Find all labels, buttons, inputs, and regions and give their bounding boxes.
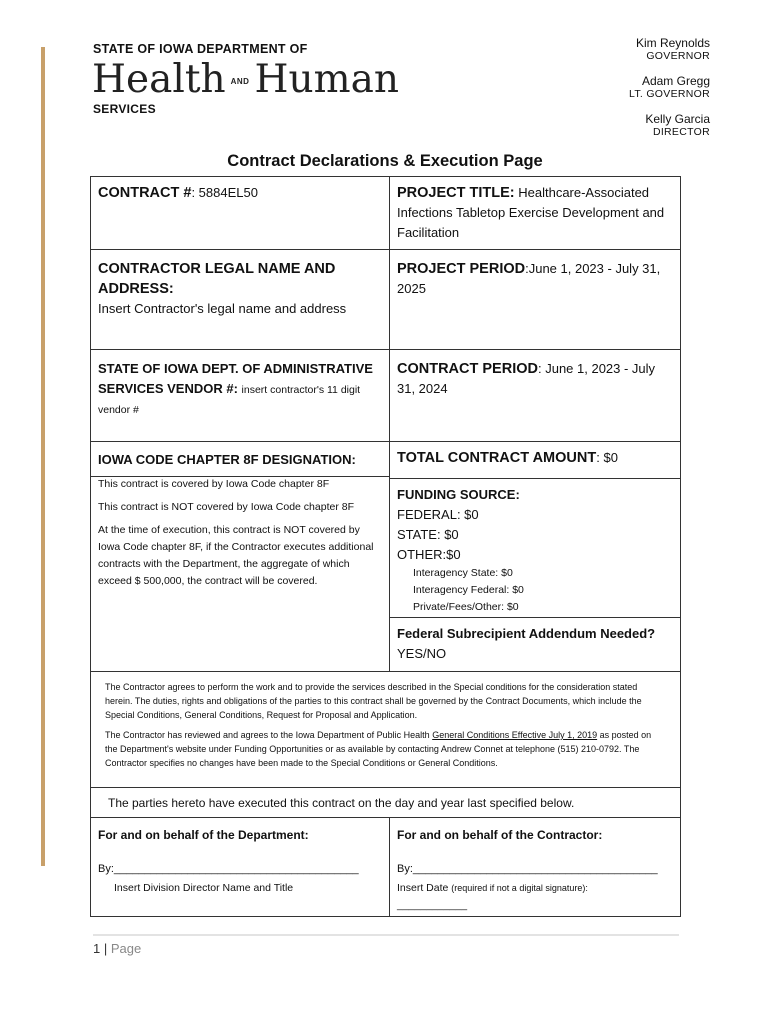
iowa-code-label: IOWA CODE CHAPTER 8F DESIGNATION: [98, 452, 356, 467]
funding-private-fees: Private/Fees/Other: $0 [413, 601, 519, 613]
insert-date-text: Insert Date [397, 882, 452, 894]
contractor-by-line: By:________________________________________ [397, 863, 658, 875]
official-lt-governor [629, 74, 710, 100]
vendor-number-cell [90, 349, 390, 442]
total-amount-cell [389, 441, 681, 479]
agreement-paragraph-1: The Contractor agrees to perform the work and to provide the services described in the Special conditions for the consideration stated herein. The duties, rights and obligations of the parties to this contract shall be governed by the Contract Documents, which include the Special Conditions, General Conditions, Request for Proposal and Application. [105, 682, 642, 720]
executed-statement: The parties hereto have executed this contract on the day and year last specified below. [108, 796, 575, 810]
contractor-insert-date [397, 880, 673, 897]
official-name: Adam Gregg [641, 74, 710, 88]
insert-date-note: (required if not a digital signature): [451, 883, 588, 893]
department-signature-label: For and on behalf of the Department: [98, 828, 309, 842]
project-title-label: PROJECT TITLE: [397, 185, 515, 201]
official-title: LT. GOVERNOR [628, 88, 710, 100]
iowa-code-conditional: At the time of execution, this contract is NOT covered by Iowa Code chapter 8F, if the Contractor executes additional contracts with the Department, the aggregate of which exceed $ 500,000, the contract will be covered. [98, 524, 374, 587]
funding-federal: FEDERAL: $0 [397, 507, 479, 522]
vendor-number-label: STATE OF IOWA DEPT. OF ADMINISTRATIVE SERVICES VENDOR #: [98, 361, 373, 396]
subrecipient-value: YES/NO [397, 646, 447, 661]
logo-and: AND [230, 77, 250, 86]
agreement-text-cont: as posted on the Department's website under Funding Opportunities or as available by contacting Andrew Connet at telephone (515) 210-0792. The Contractor specifies no changes have been made to the Special Conditions or General Conditions. [105, 730, 652, 768]
officials-list [629, 36, 710, 150]
funding-other: OTHER:$0 [397, 547, 461, 562]
official-governor [629, 36, 710, 62]
page-word: Page [110, 941, 142, 956]
contract-number-cell [90, 176, 390, 250]
logo-main-text [92, 56, 399, 106]
contractor-signature-label: For and on behalf of the Contractor: [397, 828, 603, 842]
project-period-value: :June 1, 2023 - July 31, 2025 [397, 261, 661, 296]
agreement-paragraph-2 [105, 728, 666, 770]
contractor-legal-name-cell [90, 249, 390, 350]
contractor-legal-name-value: Insert Contractor's legal name and address [98, 301, 347, 316]
contractor-date-blank: ____________ [397, 899, 468, 911]
official-title: DIRECTOR [652, 126, 710, 138]
code-label-divider [91, 476, 389, 477]
department-signature-cell [90, 817, 390, 917]
executed-statement-cell [90, 787, 681, 818]
agreement-text: The Contractor has reviewed and agrees to the Iowa Department of Public Health [105, 730, 433, 740]
project-title-value: Healthcare-Associated Infections Tabletop Exercise Development and Facilitation [397, 185, 665, 240]
footer-divider [93, 934, 679, 936]
contract-number-label: CONTRACT # [98, 185, 192, 201]
vendor-number-value: insert contractor's 11 digit vendor # [98, 384, 361, 416]
subrecipient-label: Federal Subrecipient Addendum Needed? [397, 626, 656, 641]
page-title: Contract Declarations & Execution Page [227, 152, 543, 170]
page-number-value: 1 | [93, 941, 111, 956]
official-director [629, 112, 710, 138]
contract-period-cell [389, 349, 681, 442]
official-title: GOVERNOR [646, 50, 710, 62]
contractor-signature-cell [389, 817, 681, 917]
total-amount-label: TOTAL CONTRACT AMOUNT [397, 450, 597, 466]
logo-word-human: Human [254, 57, 399, 102]
contractor-legal-name-label: CONTRACTOR LEGAL NAME AND ADDRESS: [98, 261, 336, 297]
logo-bottom-text: SERVICES [93, 102, 156, 116]
logo-top-text: STATE OF IOWA DEPARTMENT OF [93, 42, 308, 56]
subrecipient-cell [389, 617, 681, 672]
funding-interagency-state: Interagency State: $0 [413, 567, 513, 579]
total-amount-value: : $0 [596, 450, 618, 465]
funding-source-label: FUNDING SOURCE: [397, 487, 520, 502]
agreement-cell [90, 671, 681, 788]
project-title-cell [389, 176, 681, 250]
official-name: Kim Reynolds [635, 36, 710, 50]
department-by-line: By:________________________________________ [98, 863, 359, 875]
contract-number-value: : 5884EL50 [191, 185, 258, 200]
department-insert-name: Insert Division Director Name and Title [114, 882, 294, 894]
page-number [93, 941, 141, 956]
contract-period-label: CONTRACT PERIOD [397, 361, 538, 377]
general-conditions-link[interactable]: General Conditions Effective July 1, 2019 [432, 730, 598, 740]
iowa-code-covered: This contract is covered by Iowa Code chapter 8F [98, 478, 330, 490]
funding-state: STATE: $0 [397, 527, 459, 542]
contract-period-value: : June 1, 2023 - July 31, 2024 [397, 361, 656, 396]
official-name: Kelly Garcia [645, 112, 710, 126]
project-period-cell [389, 249, 681, 350]
funding-interagency-federal: Interagency Federal: $0 [413, 584, 524, 596]
logo-word-health: Health [92, 57, 226, 102]
project-period-label: PROJECT PERIOD [397, 261, 526, 277]
funding-source-cell [389, 478, 681, 618]
iowa-code-not-covered: This contract is NOT covered by Iowa Code chapter 8F [98, 501, 354, 513]
